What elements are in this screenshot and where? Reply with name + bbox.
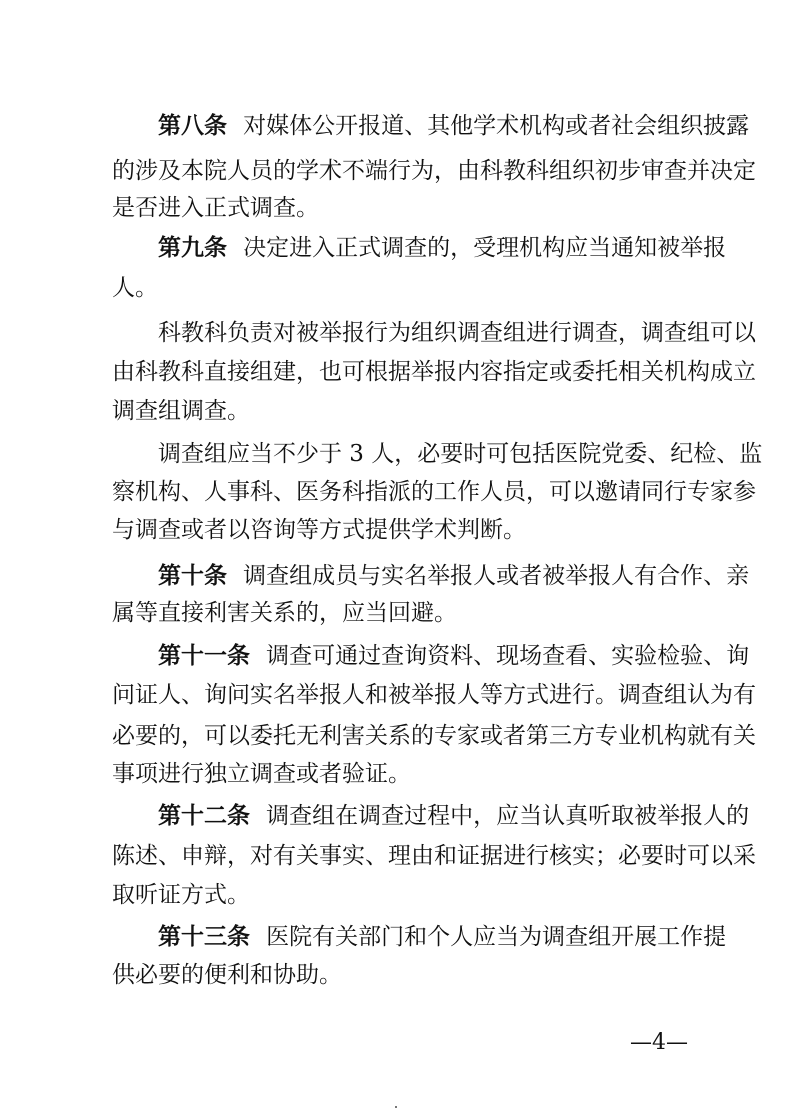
article-heading: 第八条 [158,113,227,139]
paragraph-line: 事项进行独立调查或者验证。 [112,761,411,787]
line-text: 对媒体公开报道、其他学术机构或者社会组织披露 [243,113,750,139]
line-text: 调查组成员与实名举报人或者被举报人有合作、亲 [243,563,750,589]
line-text: 医院有关部门和个人应当为调查组开展工作提 [266,924,727,950]
article-heading: 第十三条 [158,924,250,950]
paragraph-line: 的涉及本院人员的学术不端行为，由科教科组织初步审查并决定 [112,158,756,184]
article-heading: 第十二条 [158,803,250,829]
paragraph-line [158,917,727,957]
article-heading: 第十一条 [158,643,250,669]
paragraph-line [158,796,750,836]
article-heading: 第十条 [158,563,227,589]
article-heading: 第九条 [158,235,227,261]
paragraph-line: 供必要的便利和协助。 [112,962,342,988]
paragraph-line: 问证人、询问实名举报人和被举报人等方式进行。调查组认为有 [112,682,756,708]
paragraph-line [158,636,750,676]
paragraph-line: 必要的，可以委托无利害关系的专家或者第三方专业机构就有关 [112,723,756,749]
paragraph-line [158,106,750,146]
line-text: 调查可通过查询资料、现场查看、实验检验、询 [266,643,750,669]
paragraph-line: 取听证方式。 [112,882,250,908]
paragraph-line: 是否进入正式调查。 [112,195,319,221]
paragraph-line [158,556,750,596]
paragraph-line [158,228,727,268]
paragraph-line: 调查组调查。 [112,398,250,424]
paragraph-line: 由科教科直接组建，也可根据举报内容指定或委托相关机构成立 [112,359,756,385]
paragraph-line: 调查组应当不少于 3 人，必要时可包括医院党委、纪检、监 [158,441,763,467]
paragraph-line: 察机构、人事科、医务科指派的工作人员，可以邀请同行专家参 [112,479,756,505]
line-text: 决定进入正式调查的，受理机构应当通知被举报 [243,235,727,261]
paragraph-line: 与调查或者以咨询等方式提供学术判断。 [112,517,526,543]
paragraph-line: 人。 [112,275,158,301]
paragraph-line: 属等直接利害关系的，应当回避。 [112,600,457,626]
line-text: 调查组在调查过程中，应当认真听取被举报人的 [266,803,750,829]
paragraph-line: 科教科负责对被举报行为组织调查组进行调查，调查组可以 [158,320,756,346]
page-number: —4— [630,1030,688,1055]
scan-speck [395,1106,397,1108]
paragraph-line: 陈述、申辩，对有关事实、理由和证据进行核实；必要时可以采 [112,843,756,869]
